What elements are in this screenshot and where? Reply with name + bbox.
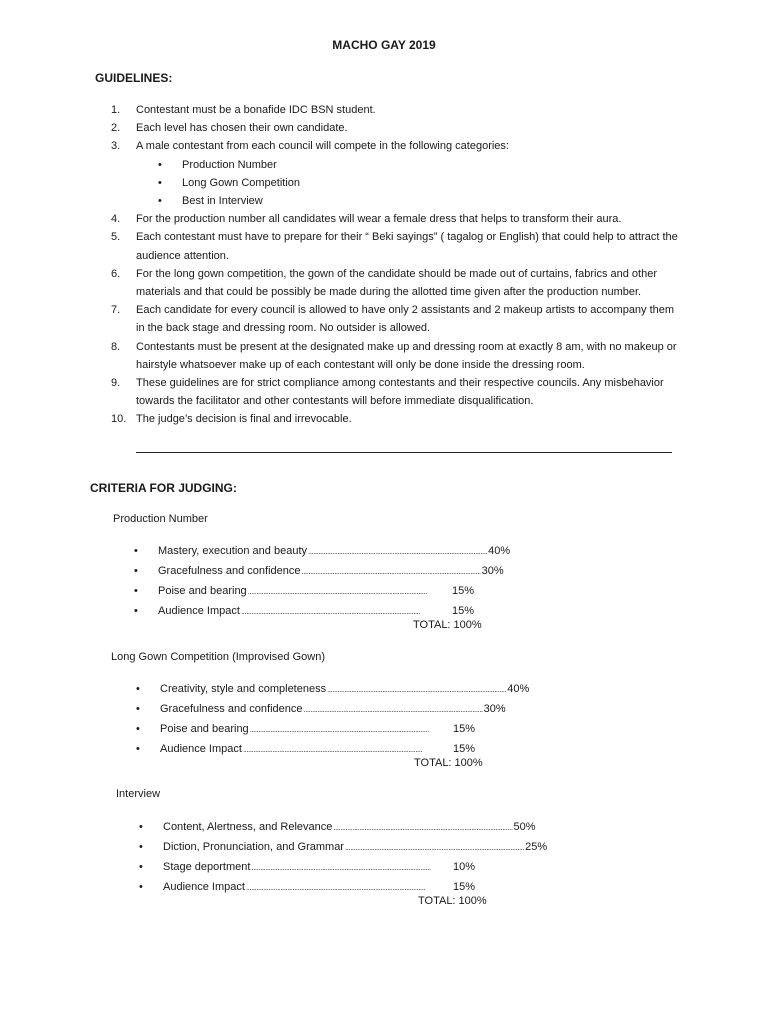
criteria-label: Gracefulness and confidence <box>160 702 303 715</box>
guideline-text: Each candidate for every council is allowed to have only 2 assistants and 2 makeup artists to accompany them in the back stage and dressing room. No outsider is allowed. <box>136 304 675 335</box>
category-label: Best in Interview <box>182 195 263 208</box>
bullet-icon: • <box>158 195 162 208</box>
guideline-number: 5. <box>111 231 121 244</box>
guideline-item <box>111 410 681 428</box>
guidelines-heading: GUIDELINES: <box>95 71 173 85</box>
criteria-percent: 15% <box>452 880 475 893</box>
guideline-item <box>111 338 681 374</box>
criteria-percent: 25% <box>525 840 548 853</box>
criteria-label: Content, Alertness, and Relevance <box>163 821 333 833</box>
section-title-interview: Interview <box>116 788 161 800</box>
bullet-icon: • <box>134 604 138 617</box>
guideline-number: 2. <box>111 122 121 135</box>
guideline-item <box>111 210 681 228</box>
bullet-icon: • <box>158 158 162 171</box>
guideline-text: The judge’s decision is final and irrevocable. <box>136 413 352 426</box>
guideline-item <box>111 301 681 337</box>
section-title-production-number: Production Number <box>113 513 208 525</box>
section-title-long-gown: Long Gown Competition (Improvised Gown) <box>111 651 325 663</box>
criteria-percent: 15% <box>451 604 474 617</box>
guideline-text: For the production number all candidates will wear a female dress that helps to transform their aura. <box>136 213 622 226</box>
criteria-row <box>136 720 475 740</box>
criteria-label: Mastery, execution and beauty <box>158 545 307 557</box>
criteria-percent: 30% <box>481 564 504 577</box>
criteria-list-long-gown <box>136 680 530 760</box>
guideline-text: For the long gown competition, the gown of the candidate should be made out of curtains, fabrics and other materials and that could be possibly be made during the allotted time given after the production number. <box>136 267 657 299</box>
guideline-number: 8. <box>111 340 121 353</box>
category-label: Production Number <box>182 158 277 171</box>
dot-leader: ........................................................................................................ <box>327 685 507 694</box>
criteria-label: Creativity, style and completeness <box>160 683 327 695</box>
criteria-percent: 15% <box>452 722 475 735</box>
guideline-text: A male contestant from each council will compete in the following categories: <box>136 140 509 153</box>
criteria-row <box>139 858 475 878</box>
criteria-label: Diction, Pronunciation, and Grammar <box>163 840 344 853</box>
guideline-text: These guidelines are for strict compliance among contestants and their respective councils. Any misbehavior towards the facilitator and other contestants will before immediate disqualification. <box>136 377 664 408</box>
bullet-icon: • <box>139 860 143 873</box>
criteria-label: Gracefulness and confidence <box>158 564 301 577</box>
criteria-percent: 40% <box>507 683 530 695</box>
guideline-item <box>111 101 681 119</box>
category-item <box>111 192 681 210</box>
guideline-text: Contestants must be present at the designated make up and dressing room at exactly 8 am, with no makeup or hairstyle whatsoever make up of each contestant will only be done inside the dressing room. <box>136 340 677 371</box>
guideline-number: 7. <box>111 304 121 317</box>
bullet-icon: • <box>136 742 140 755</box>
bullet-icon: • <box>136 722 140 735</box>
document-title: MACHO GAY 2019 <box>332 38 436 52</box>
bullet-icon: • <box>136 702 140 715</box>
criteria-list-production-number <box>134 542 511 622</box>
criteria-row <box>136 700 506 720</box>
bullet-icon: • <box>136 683 140 695</box>
dot-leader: ........................................................................................................ <box>333 823 513 832</box>
dot-leader: ........................................................................................................ <box>247 586 427 596</box>
guideline-item <box>111 265 681 301</box>
criteria-row <box>139 818 536 838</box>
dot-leader: ........................................................................................................ <box>303 704 483 714</box>
guideline-text: Contestant must be a bonafide IDC BSN student. <box>136 104 376 116</box>
criteria-label: Audience Impact <box>163 880 245 893</box>
criteria-row <box>134 562 504 582</box>
criteria-heading: CRITERIA FOR JUDGING: <box>90 481 237 495</box>
guideline-number: 3. <box>111 140 121 153</box>
criteria-percent: 10% <box>452 860 475 873</box>
dot-leader: ........................................................................................................ <box>251 862 431 872</box>
guideline-item <box>111 374 681 410</box>
guideline-item <box>111 137 681 155</box>
guideline-number: 10. <box>111 413 127 426</box>
guideline-item <box>111 119 681 137</box>
criteria-percent: 40% <box>488 545 511 557</box>
criteria-label: Stage deportment <box>163 860 251 873</box>
criteria-percent: 15% <box>452 742 475 755</box>
criteria-percent: 50% <box>513 821 536 833</box>
guideline-text: Each contestant must have to prepare for their “ Beki sayings” ( tagalog or English) that could help to attract the audience attention. <box>136 231 678 262</box>
bullet-icon: • <box>158 176 162 189</box>
bullet-icon: • <box>139 840 143 853</box>
category-label: Long Gown Competition <box>182 176 301 189</box>
guideline-number: 4. <box>111 213 121 226</box>
guideline-number: 1. <box>111 104 121 116</box>
criteria-list-interview <box>139 818 548 898</box>
criteria-label: Poise and bearing <box>158 584 247 597</box>
bullet-icon: • <box>134 564 138 577</box>
dot-leader: ........................................................................................................ <box>308 547 488 556</box>
section-total: TOTAL: 100% <box>414 757 483 769</box>
dot-leader: ........................................................................................................ <box>301 566 481 576</box>
dot-leader: ........................................................................................................ <box>344 842 525 852</box>
dot-leader: ........................................................................................................ <box>240 606 421 616</box>
guideline-item <box>111 228 681 264</box>
dot-leader: ........................................................................................................ <box>245 882 426 892</box>
criteria-percent: 30% <box>483 702 506 715</box>
dot-leader: ........................................................................................................ <box>242 744 423 754</box>
bullet-icon: • <box>139 821 143 833</box>
bullet-icon: • <box>134 584 138 597</box>
guideline-number: 6. <box>111 267 121 280</box>
category-item <box>111 156 681 174</box>
criteria-row <box>134 582 474 602</box>
guideline-number: 9. <box>111 377 121 390</box>
bullet-icon: • <box>139 880 143 893</box>
section-total: TOTAL: 100% <box>413 619 482 631</box>
divider-line <box>136 452 672 453</box>
criteria-percent: 15% <box>451 584 474 597</box>
guideline-text: Each level has chosen their own candidate. <box>136 122 348 135</box>
criteria-row <box>139 838 548 858</box>
section-total: TOTAL: 100% <box>418 895 487 907</box>
dot-leader: ........................................................................................................ <box>249 724 429 734</box>
criteria-label: Audience Impact <box>158 604 240 617</box>
guidelines-list <box>111 101 681 429</box>
criteria-row <box>134 542 511 562</box>
criteria-label: Audience Impact <box>160 742 242 755</box>
bullet-icon: • <box>134 545 138 557</box>
category-item <box>111 174 681 192</box>
criteria-row <box>136 680 530 700</box>
criteria-label: Poise and bearing <box>160 722 249 735</box>
